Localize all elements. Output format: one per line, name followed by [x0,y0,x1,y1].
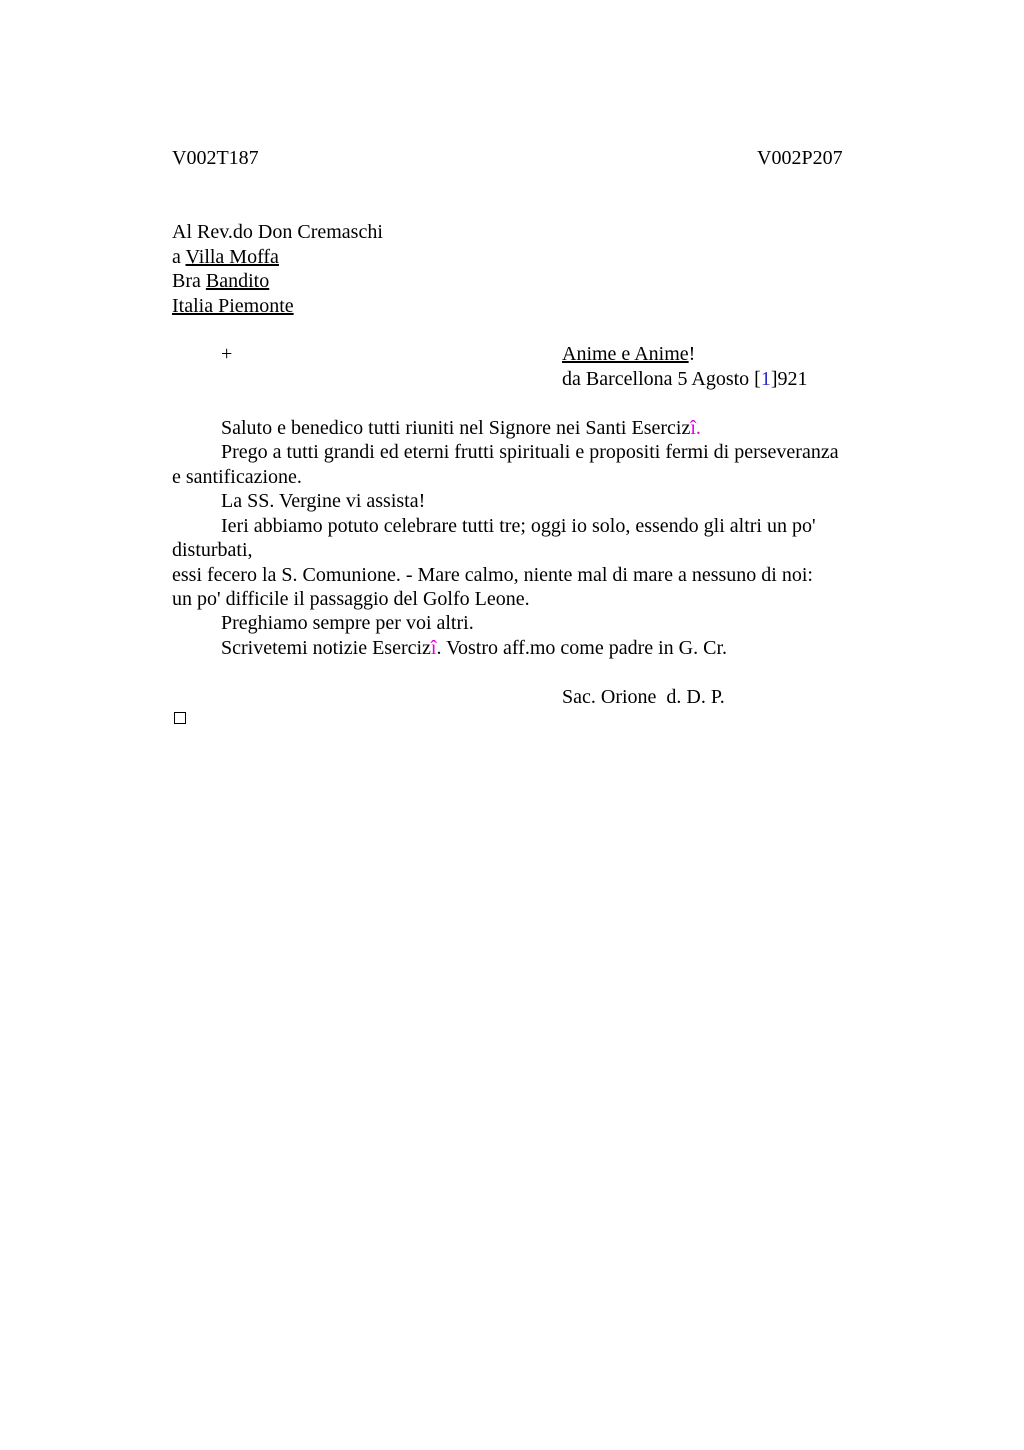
paragraph-communion-line-1: essi fecero la S. Comunione. - Mare calmo, niente mal di mare a nessuno di noi: [172,564,813,586]
document-code-right: V002P207 [757,147,843,169]
write-me-prefix: Scrivetemi notizie Eserciz [221,637,431,659]
paragraph-communion-line-2: un po' difficile il passaggio del Golfo Leone. [172,588,530,610]
paragraph-yesterday-line-1: Ieri abbiamo potuto celebrare tutti tre; oggi io solo, essendo gli altri un po' [221,515,816,537]
paragraph-write-me [221,636,727,660]
write-me-hat-mark: î [430,637,437,659]
address-line-4: Italia Piemonte [172,295,294,317]
motto [562,342,695,366]
paragraph-prayer-line-1: Prego a tutti grandi ed eterni frutti spirituali e propositi fermi di perseveranza [221,441,839,463]
address-line-1: Al Rev.do Don Cremaschi [172,221,383,243]
date-suffix: ]921 [770,368,808,390]
date-prefix: da Barcellona 5 Agosto [ [562,368,761,390]
address-line-3-prefix: Bra [172,270,206,292]
write-me-suffix: . Vostro aff.mo come padre in G. Cr. [436,637,728,659]
paragraph-virgin: La SS. Vergine vi assista! [221,490,426,512]
paragraph-prayer-line-2: e santificazione. [172,466,302,488]
cross-symbol: + [221,343,233,365]
signature: Sac. Orione d. D. P. [562,686,725,708]
date-bracket-digit: 1 [760,368,771,390]
greeting-hat-mark: î. [690,417,701,439]
address-line-2-prefix: a [172,246,186,268]
paragraph-yesterday-line-2: disturbati, [172,539,253,561]
date-line [562,367,808,391]
greeting-text: Saluto e benedico tutti riuniti nel Signore nei Santi Eserciz [221,417,691,439]
paragraph-greeting [221,416,701,440]
address-line-3 [172,269,269,293]
address-line-2 [172,245,279,269]
end-marker-box [174,712,186,724]
address-place-bandito: Bandito [205,270,270,292]
document-code-left: V002T187 [172,147,259,169]
motto-suffix: ! [688,343,696,365]
address-place-villa-moffa: Villa Moffa [185,246,279,268]
paragraph-pray-always: Preghiamo sempre per voi altri. [221,612,474,634]
motto-underlined: Anime e Anime [562,343,689,365]
